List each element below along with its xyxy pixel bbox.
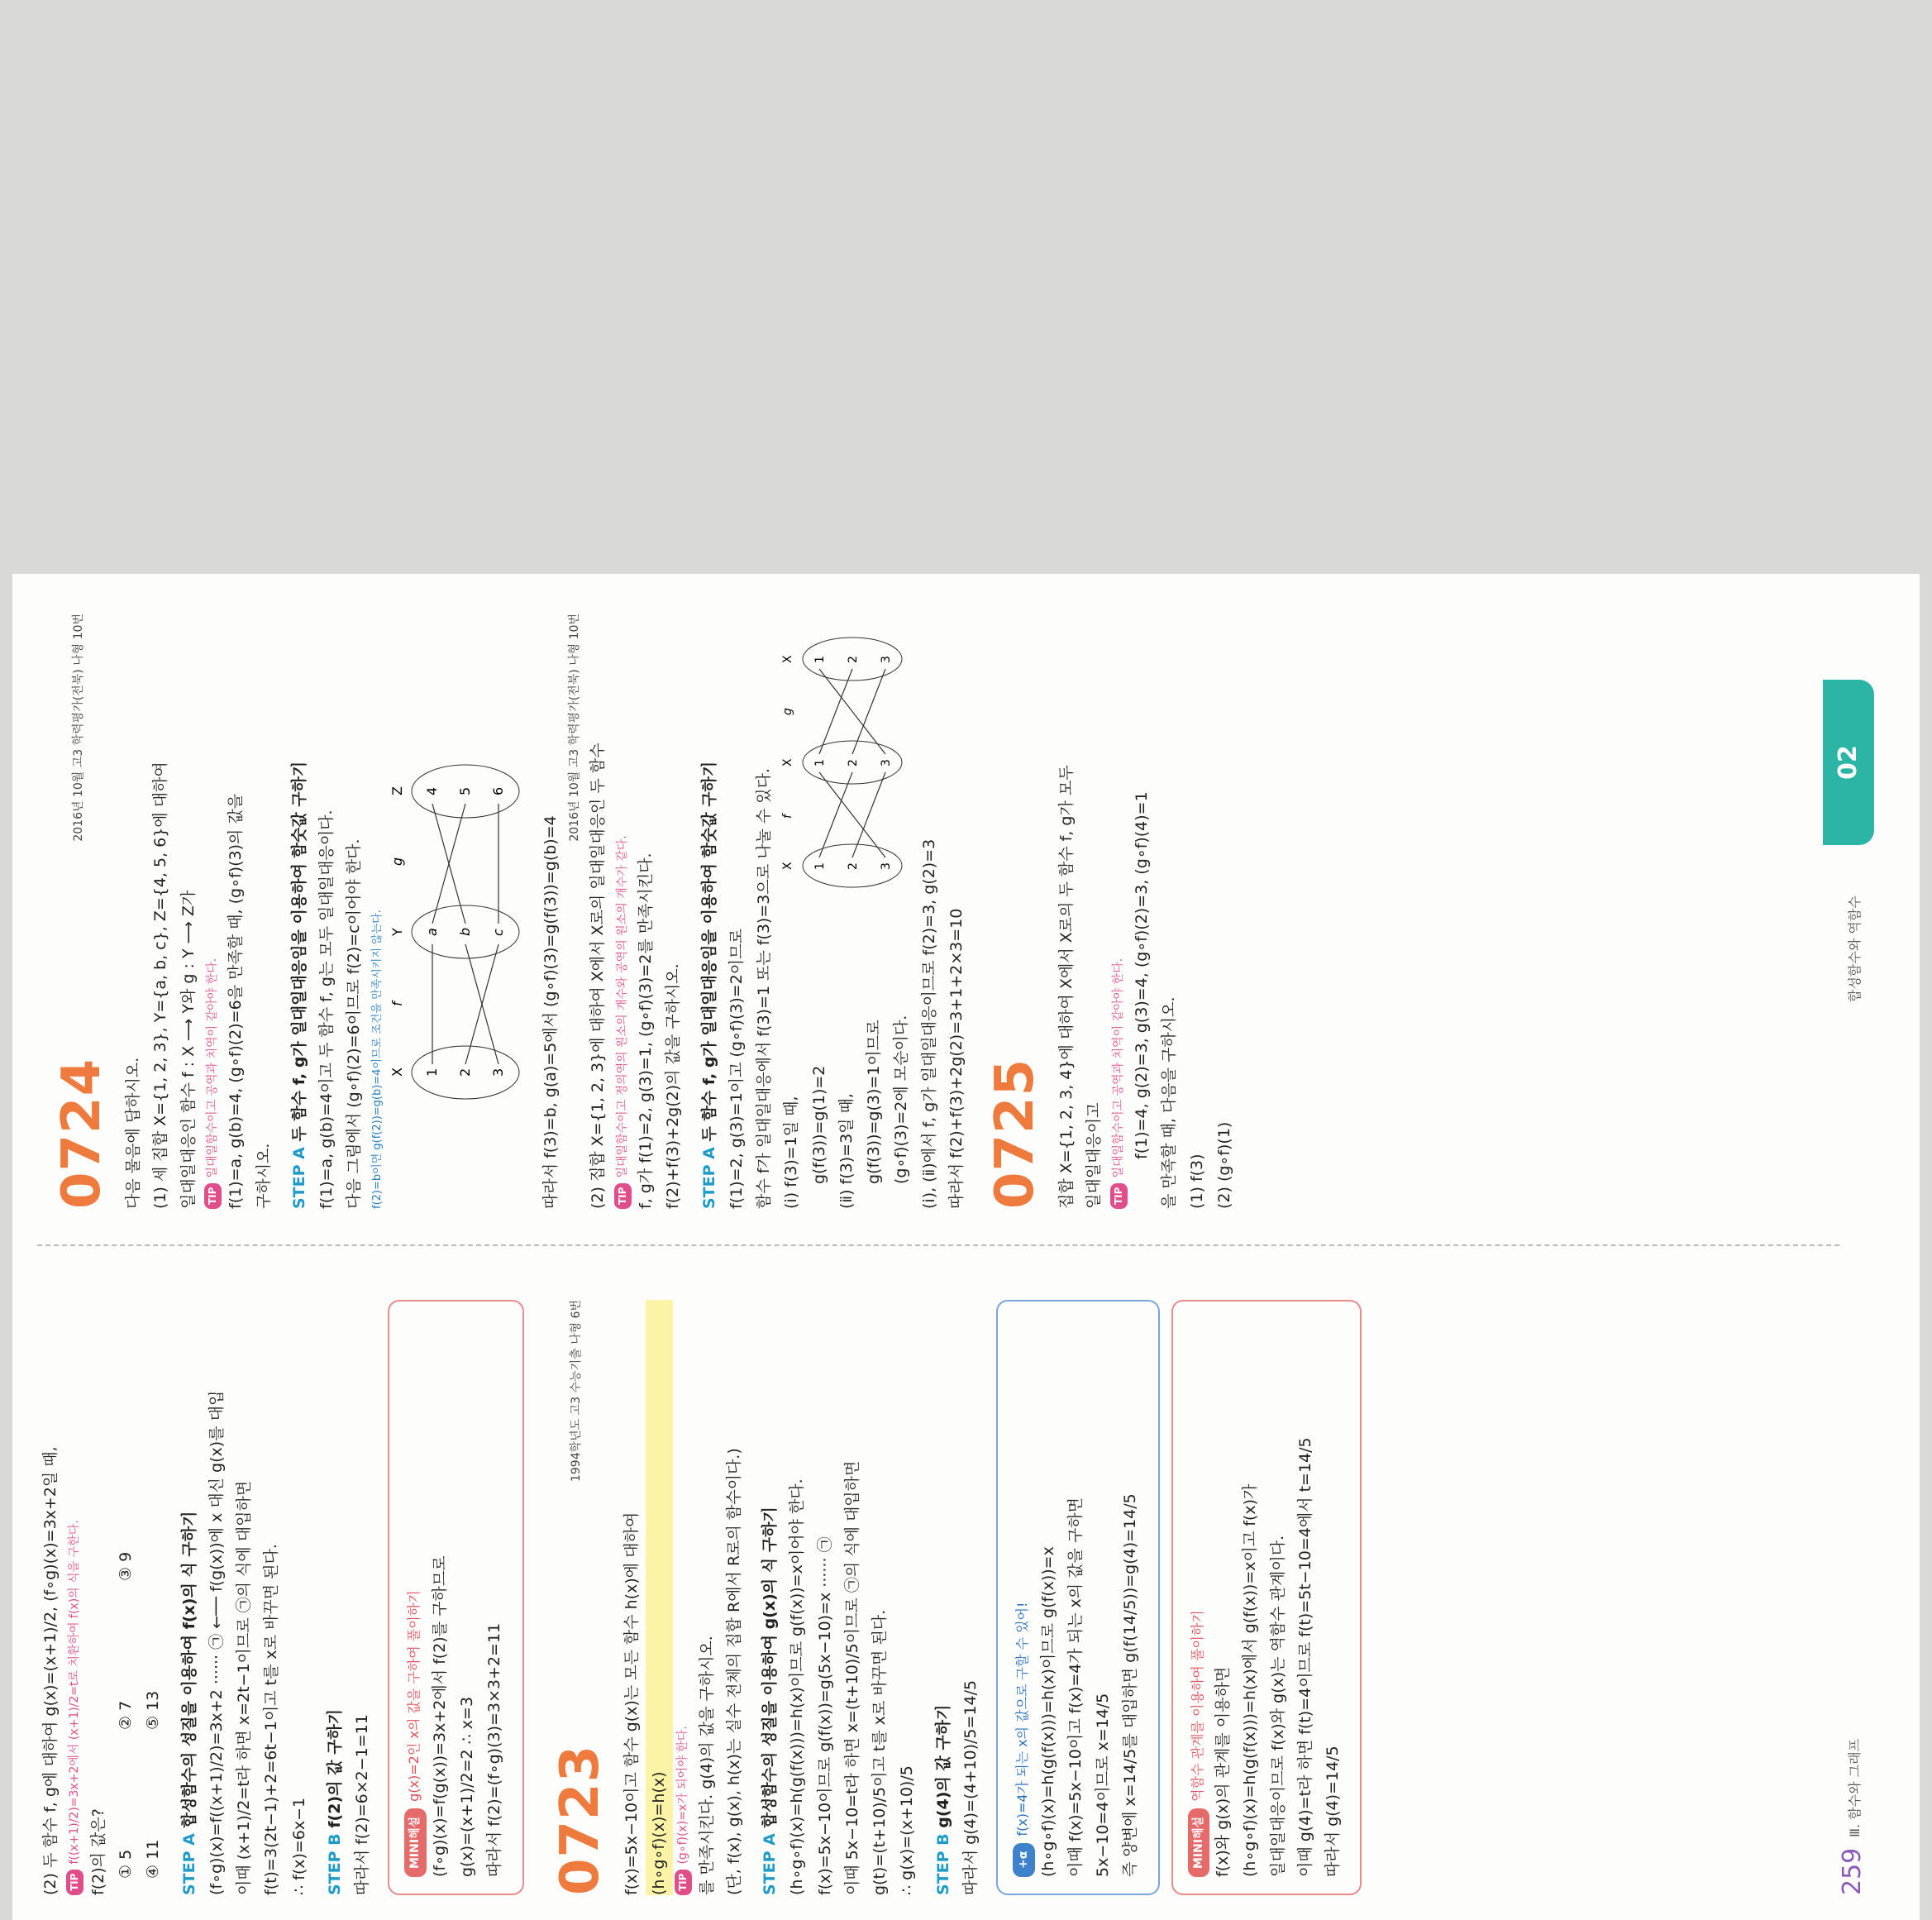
mini-line: (f∘g)(x)=f(g(x))=3x+2에서 f(2)를 구하므로 bbox=[430, 1555, 449, 1877]
solution-line: f(1)=2, g(3)=1이고 (g∘f)(3)=2이므로 bbox=[727, 929, 746, 1209]
map-label-g: g bbox=[781, 708, 795, 715]
textbook-page bbox=[12, 574, 1920, 1920]
case-line: 따라서 f(2)+f(3)+2g(2)=3+1+2×3=10 bbox=[947, 908, 966, 1209]
choice-1[interactable]: ① 5 bbox=[117, 1849, 135, 1879]
problem-line: 를 만족시킨다. g(4)의 값을 구하시오. bbox=[697, 1636, 716, 1895]
problem-line: (1) 세 집합 X={1, 2, 3}, Y={a, b, c}, Z={4, 5, 6}에 대하여 bbox=[151, 762, 170, 1209]
problem-tip: TIP일대일함수이고 공역과 치역이 같아야 한다. bbox=[1109, 614, 1129, 1209]
right-column bbox=[37, 614, 1238, 1209]
set-label-z: Z bbox=[389, 786, 406, 795]
element-z5: 5 bbox=[457, 786, 474, 795]
solution-line: ∴ g(x)=(x+10)/5 bbox=[898, 1765, 917, 1895]
case-line: g(f(3))=g(3)=1이므로 bbox=[865, 1020, 883, 1184]
choice-2[interactable]: ② 7 bbox=[117, 1700, 135, 1730]
problem-line: 다음 물음에 답하시오. bbox=[124, 1057, 142, 1209]
problem-line: (단, f(x), g(x), h(x)는 실수 전체의 집합 R에서 R로의 함수이다.) bbox=[724, 1448, 743, 1895]
problem-line: f(1)=a, g(b)=4, (g∘f)(2)=6을 만족할 때, (g∘f)(3)의 값을 bbox=[227, 793, 246, 1209]
map-label-f: f bbox=[781, 814, 795, 819]
solution-line: g(t)=(t+10)/5이고 t를 x로 바꾸면 된다. bbox=[871, 1609, 889, 1895]
step-a-heading: STEP A 합성함수의 성질을 이용하여 g(x)의 식 구하기 bbox=[761, 1507, 779, 1895]
svg-text:X: X bbox=[781, 758, 795, 767]
section-title: 합성함수와 역함수 bbox=[1847, 896, 1863, 1002]
svg-text:X: X bbox=[781, 655, 795, 663]
mini-line: 이때 g(4)=t라 하면 f(t)=4이므로 f(t)=5t−10=4에서 t=14/5 bbox=[1295, 1437, 1314, 1877]
problem-line: 집합 X={1, 2, 3, 4}에 대하여 X에서 X로의 두 함수 f, g가 모두 bbox=[1057, 765, 1076, 1209]
problem-source: 1994학년도 고3 수능기출 나형 6번 bbox=[570, 1300, 584, 1483]
step-a-heading: STEP A 두 함수 f, g가 일대일대응임을 이용하여 함숫값 구하기 bbox=[289, 761, 308, 1209]
solution-line: 따라서 g(4)=(4+10)/5=14/5 bbox=[961, 1679, 980, 1895]
case-line: (ⅰ), (ⅱ)에서 f, g가 일대일대응이므로 f(2)=3, g(2)=3 bbox=[919, 838, 938, 1209]
problem-tip: TIP일대일함수이고 공역과 치역이 같아야 한다. bbox=[203, 614, 223, 1209]
element-x3: 3 bbox=[490, 1067, 507, 1077]
mini-badge: MINI해설 bbox=[404, 1808, 427, 1877]
problem-line: 일대일대응인 함수 f : X ⟶ Y와 g : Y ⟶ Z가 bbox=[179, 890, 198, 1209]
problem-line: f(2)+f(3)+2g(2)의 값을 구하시오. bbox=[664, 963, 683, 1209]
problem-line: 일대일대응이고 bbox=[1085, 1102, 1104, 1209]
mini-explanation-box bbox=[388, 1300, 523, 1895]
problem-number: 0725 bbox=[985, 1058, 1046, 1209]
problem-line: (h∘g∘f)(x)=h(x) bbox=[646, 1300, 673, 1895]
case-block bbox=[778, 614, 915, 1209]
page-footer bbox=[1823, 605, 1889, 1895]
svg-text:1: 1 bbox=[813, 759, 828, 767]
chapter-title: Ⅲ. 함수와 그래프 bbox=[1847, 1738, 1863, 1837]
mini-explanation-box bbox=[1171, 1300, 1362, 1895]
solution-line: 따라서 f(3)=b, g(a)=5에서 (g∘f)(3)=g(f(3))=g(b)=4 bbox=[541, 815, 560, 1209]
solution-line: 다음 그림에서 (g∘f)(2)=6이므로 f(2)=c이어야 한다. bbox=[345, 838, 364, 1209]
element-yc: c bbox=[490, 929, 507, 936]
svg-text:3: 3 bbox=[880, 656, 894, 663]
svg-text:2: 2 bbox=[847, 759, 861, 767]
mini-line: 일대일대응이므로 f(x)와 g(x)는 역함수 관계이다. bbox=[1268, 1535, 1287, 1877]
problem-tip: TIP(g∘f)(x)=x가 되어야 한다. bbox=[673, 1300, 694, 1895]
map-label-g: g bbox=[389, 857, 406, 866]
element-z4: 4 bbox=[424, 786, 441, 795]
mini-line: 따라서 f(2)=(f∘g)(3)=3×3+2=11 bbox=[485, 1622, 504, 1877]
plus-title: f(x)=4가 되는 x의 값으로 구할 수 있어! bbox=[1014, 1602, 1030, 1836]
set-label-x: X bbox=[389, 1067, 406, 1077]
mini-line: f(x)와 g(x)의 관계를 이용하면 bbox=[1214, 1666, 1232, 1877]
solution-line: (h∘g∘f)(x)=h(g(f(x)))=h(x)이므로 g(f(x))=x이어야 한다. bbox=[788, 1478, 807, 1895]
choice-5[interactable]: ⑤ 13 bbox=[144, 1690, 163, 1730]
left-column bbox=[37, 1300, 1373, 1895]
svg-text:1: 1 bbox=[813, 656, 828, 663]
choice-3[interactable]: ③ 9 bbox=[117, 1551, 135, 1581]
plus-line: 5x−10=4이므로 x=14/5 bbox=[1094, 1693, 1112, 1877]
solution-line: 이때 5x−10=t라 하면 x=(t+10)/5이므로 ㉠의 식에 대입하면 bbox=[842, 1460, 861, 1895]
mini-line: g(x)=(x+1)/2=2 ∴ x=3 bbox=[458, 1696, 476, 1877]
element-x2: 2 bbox=[457, 1067, 474, 1077]
q2-question: f(2)의 값은? bbox=[88, 1808, 107, 1895]
mapping-diagram-xxx bbox=[778, 622, 910, 895]
set-label-y: Y bbox=[389, 928, 406, 936]
element-x1: 1 bbox=[424, 1067, 441, 1077]
plus-line: 즉 양변에 x=14/5를 대입하면 g(f(14/5))=g(4)=14/5 bbox=[1121, 1493, 1140, 1877]
svg-text:2: 2 bbox=[847, 862, 861, 870]
step-a-heading: STEP A 두 함수 f, g가 일대일대응임을 이용하여 함숫값 구하기 bbox=[699, 761, 718, 1209]
element-yb: b bbox=[457, 927, 474, 936]
problem-line: f(1)=4, g(2)=3, g(3)=4, (g∘f)(2)=3, (g∘f)(4)=1 bbox=[1133, 791, 1151, 1159]
problem-line: (2) 집합 X={1, 2, 3}에 대하여 X에서 X로의 일대일대응인 두 함수 bbox=[589, 743, 608, 1209]
case-line: (ⅰ) f(3)=1일 때, bbox=[782, 1096, 801, 1209]
element-z6: 6 bbox=[490, 786, 507, 795]
solution-line: f(t)=3(2t−1)+2=6t−1이고 t를 x로 바꾸면 된다. bbox=[262, 1544, 281, 1895]
solution-line: ∴ f(x)=6x−1 bbox=[289, 1797, 308, 1895]
plus-line: (h∘g∘f)(x)=h(g(f(x)))=h(x)이므로 g(f(x))=x bbox=[1038, 1546, 1057, 1877]
problem-line: 을 만족할 때, 다음을 구하시오. bbox=[1160, 996, 1179, 1209]
problem-source: 2016년 10월 고3 학력평가(전북) 나형 10번 bbox=[567, 614, 581, 842]
step-b-heading: STEP B g(4)의 값 구하기 bbox=[933, 1704, 952, 1895]
solution-note: f(2)=b이면 g(f(2))=g(b)=4이므로 조건을 만족시키지 않는다. bbox=[370, 910, 384, 1209]
svg-text:3: 3 bbox=[880, 759, 894, 767]
svg-text:X: X bbox=[781, 862, 795, 870]
mapping-diagram-fgz bbox=[387, 729, 527, 1110]
solution-line: f(1)=a, g(b)=4이고 두 함수 f, g는 모두 일대일대응이다. bbox=[317, 810, 336, 1209]
case-line: (ⅱ) f(3)=3일 때, bbox=[837, 1093, 856, 1209]
q2-tip: TIPf((x+1)/2)=3x+2에서 (x+1)/2=t로 치환하여 f(x)의 식을 구한다. bbox=[64, 1300, 85, 1895]
problem-header bbox=[536, 1300, 618, 1895]
choice-4[interactable]: ④ 11 bbox=[144, 1839, 163, 1879]
problem-source: 2016년 10월 고3 학력평가(전북) 나형 10번 bbox=[71, 614, 85, 842]
svg-text:3: 3 bbox=[880, 862, 894, 870]
q2-choices bbox=[112, 1300, 168, 1879]
problem-tip: TIP일대일함수이고 정의역의 원소의 개수와 공역의 원소의 개수가 같다. bbox=[613, 614, 633, 1209]
solution-line: (f∘g)(x)=f((x+1)/2)=3x+2 ······ ㉠ ←── f(g(x))에 x 대신 g(x)를 대입 bbox=[207, 1390, 226, 1895]
section-tab: 02 bbox=[1823, 680, 1874, 845]
mini-title: g(x)=2인 x의 값을 구하여 풀이하기 bbox=[406, 1590, 422, 1802]
map-label-f: f bbox=[389, 1001, 406, 1006]
svg-text:2: 2 bbox=[847, 656, 861, 663]
problem-line: (1) f(3) bbox=[1187, 1153, 1206, 1209]
plus-line: 이때 f(x)=5x−10이고 f(x)=4가 되는 x의 값을 구하면 bbox=[1066, 1497, 1085, 1877]
problem-header bbox=[37, 614, 120, 1209]
solution-line: 이때 (x+1)/2=t라 하면 x=2t−1이므로 ㉠의 식에 대입하면 bbox=[235, 1480, 253, 1895]
solution-line: f(x)=5x−10이므로 g(f(x))=g(5x−10)=x ······ ㉠ bbox=[815, 1536, 834, 1895]
case-line: (g∘f)(3)=2에 모순이다. bbox=[892, 1015, 911, 1184]
mini-title: 역함수 관계를 이용하여 풀이하기 bbox=[1189, 1610, 1205, 1802]
element-ya: a bbox=[424, 928, 441, 936]
mini-line: (h∘g∘f)(x)=h(g(f(x)))=h(x)에서 g(f(x))=x이고 f(x)가 bbox=[1241, 1483, 1260, 1877]
problem-line: f(x)=5x−10이고 함수 g(x)는 모든 함수 h(x)에 대하여 bbox=[622, 1512, 641, 1895]
problem-line: 구하시오. bbox=[254, 1143, 273, 1209]
problem-line: f, g가 f(1)=2, g(3)=1, (g∘f)(3)=2를 만족시킨다. bbox=[637, 853, 655, 1209]
column-divider bbox=[37, 1243, 1839, 1246]
solution-line: 함수 f가 일대일대응에서 f(3)=1 또는 f(3)=3으로 나눌 수 있다. bbox=[755, 768, 773, 1209]
problem-number: 0724 bbox=[51, 1058, 112, 1209]
problem-number: 0723 bbox=[549, 1744, 611, 1895]
step-b-heading: STEP B f(2)의 값 구하기 bbox=[325, 1708, 344, 1895]
case-line: g(f(3))=g(1)=2 bbox=[809, 1065, 828, 1184]
mini-badge: MINI해설 bbox=[1188, 1808, 1210, 1877]
page-number: 259 bbox=[1838, 1847, 1867, 1895]
svg-text:1: 1 bbox=[813, 862, 828, 870]
problem-line: (2) (g∘f)(1) bbox=[1214, 1121, 1233, 1209]
solution-line: 따라서 f(2)=6×2−1=11 bbox=[353, 1714, 371, 1895]
step-a-heading: STEP A 합성함수의 성질을 이용하여 f(x)의 식 구하기 bbox=[179, 1511, 198, 1895]
q2-stem: (2) 두 함수 f, g에 대하여 g(x)=(x+1)/2, (f∘g)(x)=3x+2일 때, bbox=[41, 1446, 60, 1895]
plus-alpha-box bbox=[996, 1300, 1160, 1895]
mini-line: 따라서 g(4)=14/5 bbox=[1324, 1746, 1342, 1877]
plus-badge: +α bbox=[1013, 1843, 1035, 1877]
